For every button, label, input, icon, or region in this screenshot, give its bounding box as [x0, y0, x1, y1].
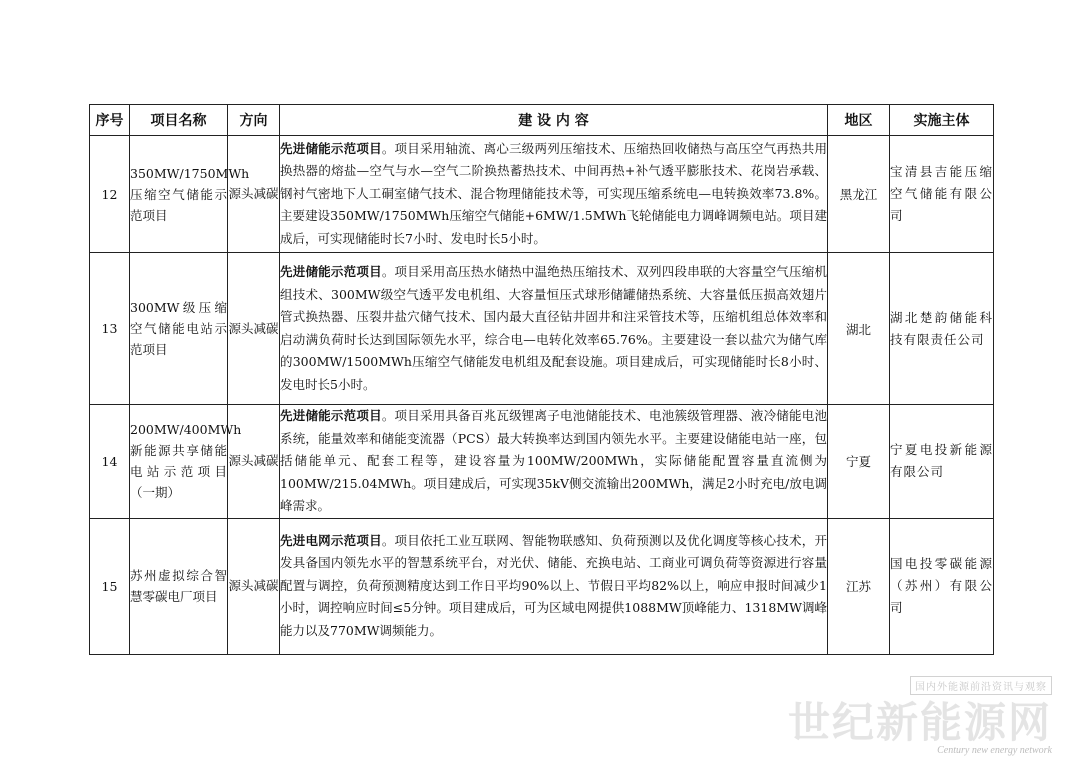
row-region: 湖北 [828, 253, 890, 405]
row-no: 15 [90, 518, 130, 654]
row-content-text: 。项目采用具备百兆瓦级锂离子电池储能技术、电池簇级管理器、液冷储能电池系统，能量效率和储能变流器（PCS）最大转换率达到国内领先水平。主要建设储能电站一座，包括储能单元、配套工程等，建设容量为100MW/200MWh，实际储能配置容量直流侧为100MW/215.04MWh。项目建成后，可实现35kV侧交流输出200MWh，满足2小时充电/放电调峰需求。 [280, 408, 827, 513]
row-content [280, 405, 828, 519]
row-content-lead: 先进电网示范项目 [280, 532, 382, 548]
watermark-subtitle: Century new energy network [937, 745, 1052, 756]
row-content-text: 。项目采用轴流、离心三级两列压缩技术、压缩热回收储热与高压空气再热共用换热器的熔盐—空气与水—空气二阶换热蓄热技术、中间再热+补气透平膨胀技术、花岗岩承载、钢衬气密地下人工硐室储气技术、混合物理储能技术等，可实现压缩系统电—电转换效率73.8%。主要建设350MW/1750MWh压缩空气储能+6MW/1.5MWh飞轮储能电力调峰调频电站。项目建成后，可实现储能时长7小时、发电时长5小时。 [280, 140, 827, 246]
row-entity: 宝清县吉能压缩空气储能有限公司 [890, 136, 994, 253]
row-content [280, 253, 828, 405]
row-no: 13 [90, 253, 130, 405]
row-region: 江苏 [828, 518, 890, 654]
header-no: 序号 [90, 105, 130, 136]
header-entity: 实施主体 [890, 105, 994, 136]
row-project-name: 350MW/1750MWh压缩空气储能示范项目 [130, 136, 228, 253]
row-direction: 源头减碳 [228, 253, 280, 405]
table-row [90, 136, 994, 253]
row-direction: 源头减碳 [228, 136, 280, 253]
row-entity: 湖北楚韵储能科技有限责任公司 [890, 253, 994, 405]
row-content-text: 。项目依托工业互联网、智能物联感知、负荷预测以及优化调度等核心技术，开发具备国内领先水平的智慧系统平台，对光伏、储能、充换电站、工商业可调负荷等资源进行容量配置与调控，负荷预测精度达到工作日平均90%以上、节假日平均82%以上，响应申报时间减少1小时，调控响应时间≤5分钟。项目建成后，可为区域电网提供1088MW顶峰能力、1318MW调峰能力以及770MW调频能力。 [280, 532, 827, 638]
header-region: 地区 [828, 105, 890, 136]
row-no: 14 [90, 405, 130, 519]
table-row [90, 253, 994, 405]
header-name: 项目名称 [130, 105, 228, 136]
row-no: 12 [90, 136, 130, 253]
row-region: 黑龙江 [828, 136, 890, 253]
row-content-text: 。项目采用高压热水储热中温绝热压缩技术、双列四段串联的大容量空气压缩机组技术、300MW级空气透平发电机组、大容量恒压式球形储罐储热系统、大容量低压损高效翅片管式换热器、压裂井盐穴储气技术、国内最大直径钻井固井和注采管技术等，压缩机组总体效率和启动满负荷时长达到国际领先水平，综合电—电转化效率65.76%。主要建设一套以盐穴为储气库的300MW/1500MWh压缩空气储能发电机组及配套设施。项目建成后，可实现储能时长8小时、发电时长5小时。 [280, 264, 827, 392]
header-content: 建 设 内 容 [280, 105, 828, 136]
row-content-lead: 先进储能示范项目 [280, 140, 382, 156]
header-direction: 方向 [228, 105, 280, 136]
row-content [280, 136, 828, 253]
row-direction: 源头减碳 [228, 405, 280, 519]
watermark-title: 世纪新能源网 [787, 698, 1052, 747]
watermark-tag: 国内外能源前沿资讯与观察 [910, 676, 1052, 695]
row-content [280, 518, 828, 654]
row-direction: 源头减碳 [228, 518, 280, 654]
row-content-lead: 先进储能示范项目 [280, 264, 382, 279]
row-project-name: 苏州虚拟综合智慧零碳电厂项目 [130, 518, 228, 654]
row-project-name: 300MW级压缩空气储能电站示范项目 [130, 253, 228, 405]
row-entity: 宁夏电投新能源有限公司 [890, 405, 994, 519]
projects-table [89, 104, 994, 655]
watermark [788, 675, 1052, 756]
row-region: 宁夏 [828, 405, 890, 519]
row-content-lead: 先进储能示范项目 [280, 408, 382, 423]
table-row [90, 405, 994, 519]
row-entity: 国电投零碳能源（苏州）有限公司 [890, 518, 994, 654]
row-project-name: 200MW/400MWh新能源共享储能电站示范项目（一期） [130, 405, 228, 519]
table-header-row [90, 105, 994, 136]
table-row [90, 518, 994, 654]
